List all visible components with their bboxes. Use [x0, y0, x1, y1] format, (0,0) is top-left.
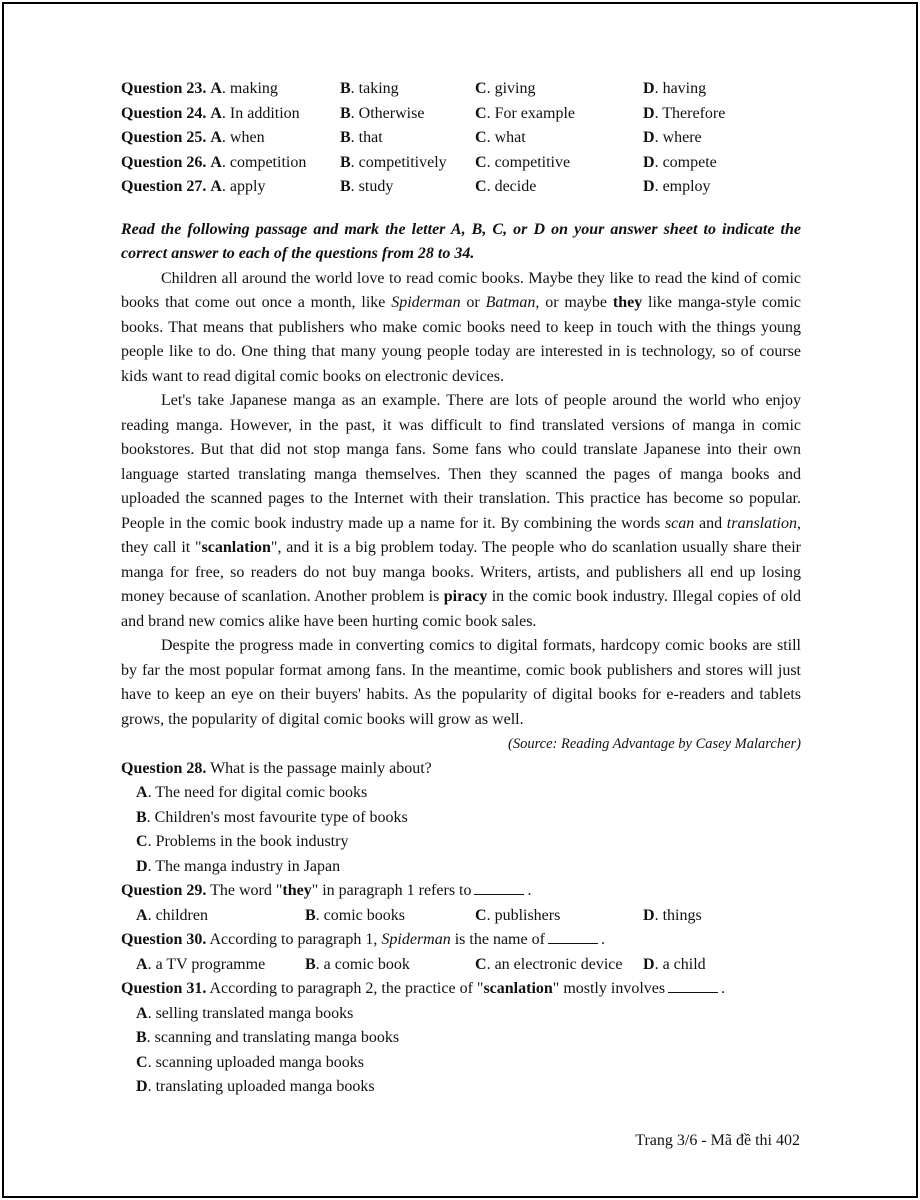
question-28 [121, 757, 801, 880]
answer-blank [668, 978, 718, 993]
question-number: Question 25. [121, 129, 207, 146]
page-footer: Trang 3/6 - Mã đề thi 402 [635, 1132, 800, 1149]
option-d: employ [662, 178, 711, 195]
option-d: D. translating uploaded manga books [136, 1078, 375, 1095]
passage-paragraph-1: Children all around the world love to read comic books. Maybe they like to read the kind of comic books that come out once a month, like Spiderman or Batman, or maybe they like manga-style comic books. That means that publishers who make comic books need to keep in touch with the things young people like to do. One thing that many young people today are interested in is technology, so of course kids want to read digital comic books on electronic devices. [121, 269, 802, 385]
option-c: C. scanning uploaded manga books [136, 1053, 364, 1071]
option-b: B. a comic book [305, 955, 410, 973]
question-number: Question 28. [121, 759, 207, 777]
passage-paragraph-2: Let's take Japanese manga as an example. There are lots of people around the world who enjoy reading manga. However, in the past, it was difficult to find translated versions of manga in comic bookstores. But that did not stop manga fans. Some fans who could translate Japanese into their own language started translating manga themselves. Then they scanned the pages of manga books and uploaded the scanned pages to the Internet with their translation. This practice has become so popular. People in the comic book industry made up a name for it. By combining the words scan and translation, they call it "scanlation", and it is a big problem today. The people who do scanlation usually share their manga for free, so readers do not buy manga books. Writers, artists, and publishers all end up losing money because of scanlation. Another problem is piracy in the comic book industry. Illegal copies of old and brand new comics alike have been hurting comic book sales. [121, 392, 801, 630]
option-d: D. The manga industry in Japan [136, 857, 341, 875]
option-a: competition [229, 153, 307, 171]
question-number: Question 27. [121, 178, 207, 195]
reading-instruction: Read the following passage and mark the letter A, B, C, or D on your answer sheet to indicate the correct answer to each of the questions from 28 to 34. [121, 220, 801, 262]
option-b: B. Children's most favourite type of books [136, 808, 408, 826]
passage-paragraph-3: Despite the progress made in converting comics to digital formats, hardcopy comic books are still by far the most popular format among fans. In the meantime, comic book publishers and stores will just have to keep an eye on their buyers' habits. As the popularity of digital books for e-readers and tablets grows, the popularity of digital comic books will grow as well. [121, 637, 801, 728]
option-a: apply [229, 178, 266, 195]
page-content [121, 77, 801, 1100]
option-d: Therefore [662, 104, 726, 122]
question-number: Question 29. [121, 882, 207, 899]
option-b: B. comic books [305, 906, 405, 924]
option-b: competitively [358, 153, 447, 171]
option-c: For example [494, 104, 575, 122]
exam-page [2, 2, 918, 1198]
question-row-23: Question 23. A. making B. taking C. giving D. having [121, 80, 707, 97]
option-a: when [229, 129, 265, 146]
question-row-26: Question 26. A. competition B. competitively C. competitive D. compete [121, 153, 717, 171]
question-row-25: Question 25. A. when B. that C. what D. where [121, 129, 702, 146]
option-c: C. an electronic device [475, 955, 623, 973]
option-b: B. scanning and translating manga books [136, 1029, 400, 1046]
answer-blank [474, 880, 524, 895]
option-c: giving [494, 80, 536, 97]
answer-blank [548, 929, 598, 944]
option-c: C. Problems in the book industry [136, 833, 349, 850]
question-number: Question 30. [121, 931, 207, 948]
question-text: What is the passage mainly about? [210, 759, 432, 777]
question-row-24: Question 24. A. In addition B. Otherwise C. For example D. Therefore [121, 104, 726, 122]
question-number: Question 26. [121, 153, 207, 171]
question-row-27: Question 27. A. apply B. study C. decide D. employ [121, 178, 711, 195]
option-a: A. children [136, 906, 208, 924]
option-d: having [662, 80, 707, 97]
question-31: Question 31. According to paragraph 2, the practice of "scanlation" mostly involves . A. selling translated manga books B. scanning and translating manga books C. scanning uploaded manga books D. translating uploaded manga books [121, 977, 801, 1100]
option-c: C. publishers [475, 906, 561, 924]
question-number: Question 24. [121, 104, 207, 122]
question-30: Question 30. According to paragraph 1, Spiderman is the name of . A. a TV programme B. a comic book C. an electronic device D. a child [121, 928, 801, 977]
cloze-questions [121, 77, 801, 200]
option-d: where [662, 129, 702, 146]
option-a: A. selling translated manga books [136, 1004, 354, 1022]
option-d: compete [662, 153, 717, 171]
option-b: that [358, 129, 383, 146]
option-a: In addition [229, 104, 300, 122]
passage-source: (Source: Reading Advantage by Casey Malarcher) [507, 736, 801, 752]
option-c: competitive [494, 153, 571, 171]
question-29: Question 29. The word "they" in paragraph 1 refers to . A. children B. comic books C. publishers D. things [121, 879, 801, 928]
option-d: D. a child [643, 955, 706, 973]
option-b: taking [358, 80, 399, 97]
option-b: Otherwise [358, 104, 425, 122]
option-d: D. things [643, 906, 702, 924]
option-a: making [229, 80, 278, 97]
option-c: what [494, 129, 526, 146]
option-c: decide [494, 178, 537, 195]
option-a: A. The need for digital comic books [136, 784, 368, 801]
question-number: Question 31. [121, 980, 207, 997]
question-number: Question 23. [121, 80, 207, 97]
option-b: study [358, 178, 394, 195]
option-a: A. a TV programme [136, 955, 266, 973]
